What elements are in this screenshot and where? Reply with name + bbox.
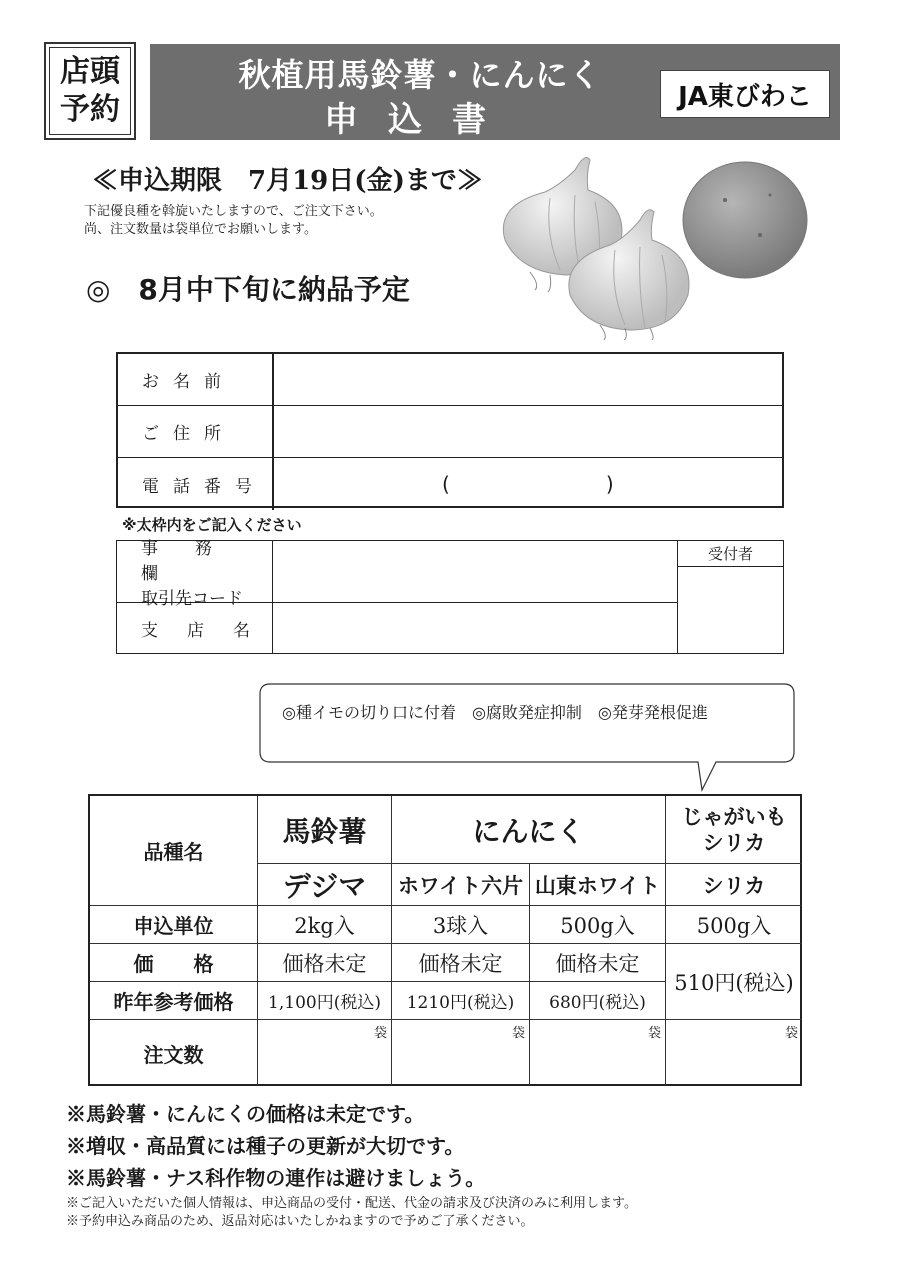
office-field[interactable] xyxy=(273,541,677,602)
phone-row xyxy=(118,458,782,510)
title-banner xyxy=(150,44,840,140)
address-row xyxy=(118,406,782,458)
item-unit: 3球入 xyxy=(392,906,530,944)
delivery-schedule: ◎ 8月中下旬に納品予定 xyxy=(86,273,410,306)
variety-label: 品種名 xyxy=(90,796,258,906)
qty-input[interactable] xyxy=(530,1020,666,1086)
phone-paren-open: ( xyxy=(442,472,450,496)
group-potato: 馬鈴薯 xyxy=(258,796,392,864)
footer-small-2: ※予約申込み商品のため、返品対応はいたしかねますので予めご了承ください。 xyxy=(66,1214,534,1229)
office-row xyxy=(117,539,677,609)
address-field[interactable] xyxy=(274,406,782,457)
last-year-price-label: 昨年参考価格 xyxy=(90,982,258,1020)
item-name: シリカ xyxy=(666,864,802,906)
qty-input[interactable] xyxy=(666,1020,802,1086)
item-name: デジマ xyxy=(258,864,392,906)
bubble-text: ◎種イモの切り口に付着 ◎腐敗発症抑制 ◎発芽発根促進 xyxy=(282,703,708,722)
office-label xyxy=(117,539,273,609)
qty-unit: 袋 xyxy=(647,1026,661,1041)
org-name: JA東びわこ xyxy=(660,70,830,118)
order-qty-label: 注文数 xyxy=(90,1020,258,1086)
price-label: 価 格 xyxy=(90,944,258,982)
branch-field[interactable] xyxy=(273,603,677,653)
branch-row xyxy=(117,603,677,653)
group-garlic: にんにく xyxy=(392,796,666,864)
item-unit: 2kg入 xyxy=(258,906,392,944)
qty-unit: 袋 xyxy=(784,1026,798,1041)
branch-label: 支 店 名 xyxy=(117,603,273,653)
page-subtitle: 申込書 xyxy=(324,100,516,140)
item-price: 価格未定 xyxy=(392,944,530,982)
phone-paren-close: ) xyxy=(605,472,614,496)
phone-field[interactable] xyxy=(274,458,782,510)
garlic-potato-illustration xyxy=(490,150,820,340)
item-price: 価格未定 xyxy=(258,944,392,982)
receiver-field[interactable] xyxy=(678,567,783,653)
speech-bubble xyxy=(258,682,798,794)
fill-instruction: ※太枠内をご記入ください xyxy=(122,516,302,534)
item-name: 山東ホワイト xyxy=(530,864,666,906)
product-order-table xyxy=(88,794,802,1086)
receiver-box xyxy=(678,540,784,654)
item-last-price: 680円(税込) xyxy=(530,982,666,1020)
office-use-table xyxy=(116,540,678,654)
footer-small-1: ※ご記入いただいた個人情報は、申込商品の受付・配送、代金の請求及び決済のみに利用します。 xyxy=(66,1196,637,1211)
name-row xyxy=(118,354,782,406)
office-label-line1: 事 務 欄 xyxy=(141,539,249,584)
stamp-line-2: 予約 xyxy=(60,92,120,127)
item-unit: 500g入 xyxy=(666,906,802,944)
intro-note-1: 下記優良種を斡旋いたしますので、ご注文下さい。 xyxy=(84,204,383,219)
item-last-price: 1210円(税込) xyxy=(392,982,530,1020)
name-label: お名前 xyxy=(118,354,274,405)
item-price: 価格未定 xyxy=(530,944,666,982)
address-label: ご住所 xyxy=(118,406,274,457)
office-label-line2: 取引先コード xyxy=(141,589,243,609)
phone-label: 電話番号 xyxy=(118,458,274,510)
customer-info-form xyxy=(116,352,784,508)
potato-icon xyxy=(683,162,807,278)
qty-input[interactable] xyxy=(392,1020,530,1086)
qty-input[interactable] xyxy=(258,1020,392,1086)
qty-unit: 袋 xyxy=(373,1026,387,1041)
footer-note-2: ※増収・高品質には種子の更新が大切です。 xyxy=(66,1134,465,1158)
receiver-label: 受付者 xyxy=(678,541,783,567)
unit-label: 申込単位 xyxy=(90,906,258,944)
group-silica: じゃがいも シリカ xyxy=(666,796,802,864)
footer-note-1: ※馬鈴薯・にんにくの価格は未定です。 xyxy=(66,1102,425,1126)
intro-note-2: 尚、注文数量は袋単位でお願いします。 xyxy=(84,222,317,237)
item-price: 510円(税込) xyxy=(666,944,802,1020)
footer-note-3: ※馬鈴薯・ナス科作物の連作は避けましょう。 xyxy=(66,1166,486,1190)
deadline-text: ≪申込期限 7月19日(金)まで≫ xyxy=(92,166,483,196)
item-last-price: 1,100円(税込) xyxy=(258,982,392,1020)
item-unit: 500g入 xyxy=(530,906,666,944)
store-reservation-stamp xyxy=(44,42,136,140)
qty-unit: 袋 xyxy=(511,1026,525,1041)
stamp-line-1: 店頭 xyxy=(60,54,120,89)
item-name: ホワイト六片 xyxy=(392,864,530,906)
name-field[interactable] xyxy=(274,354,782,405)
page-title: 秋植用馬鈴薯・にんにく xyxy=(238,56,602,94)
